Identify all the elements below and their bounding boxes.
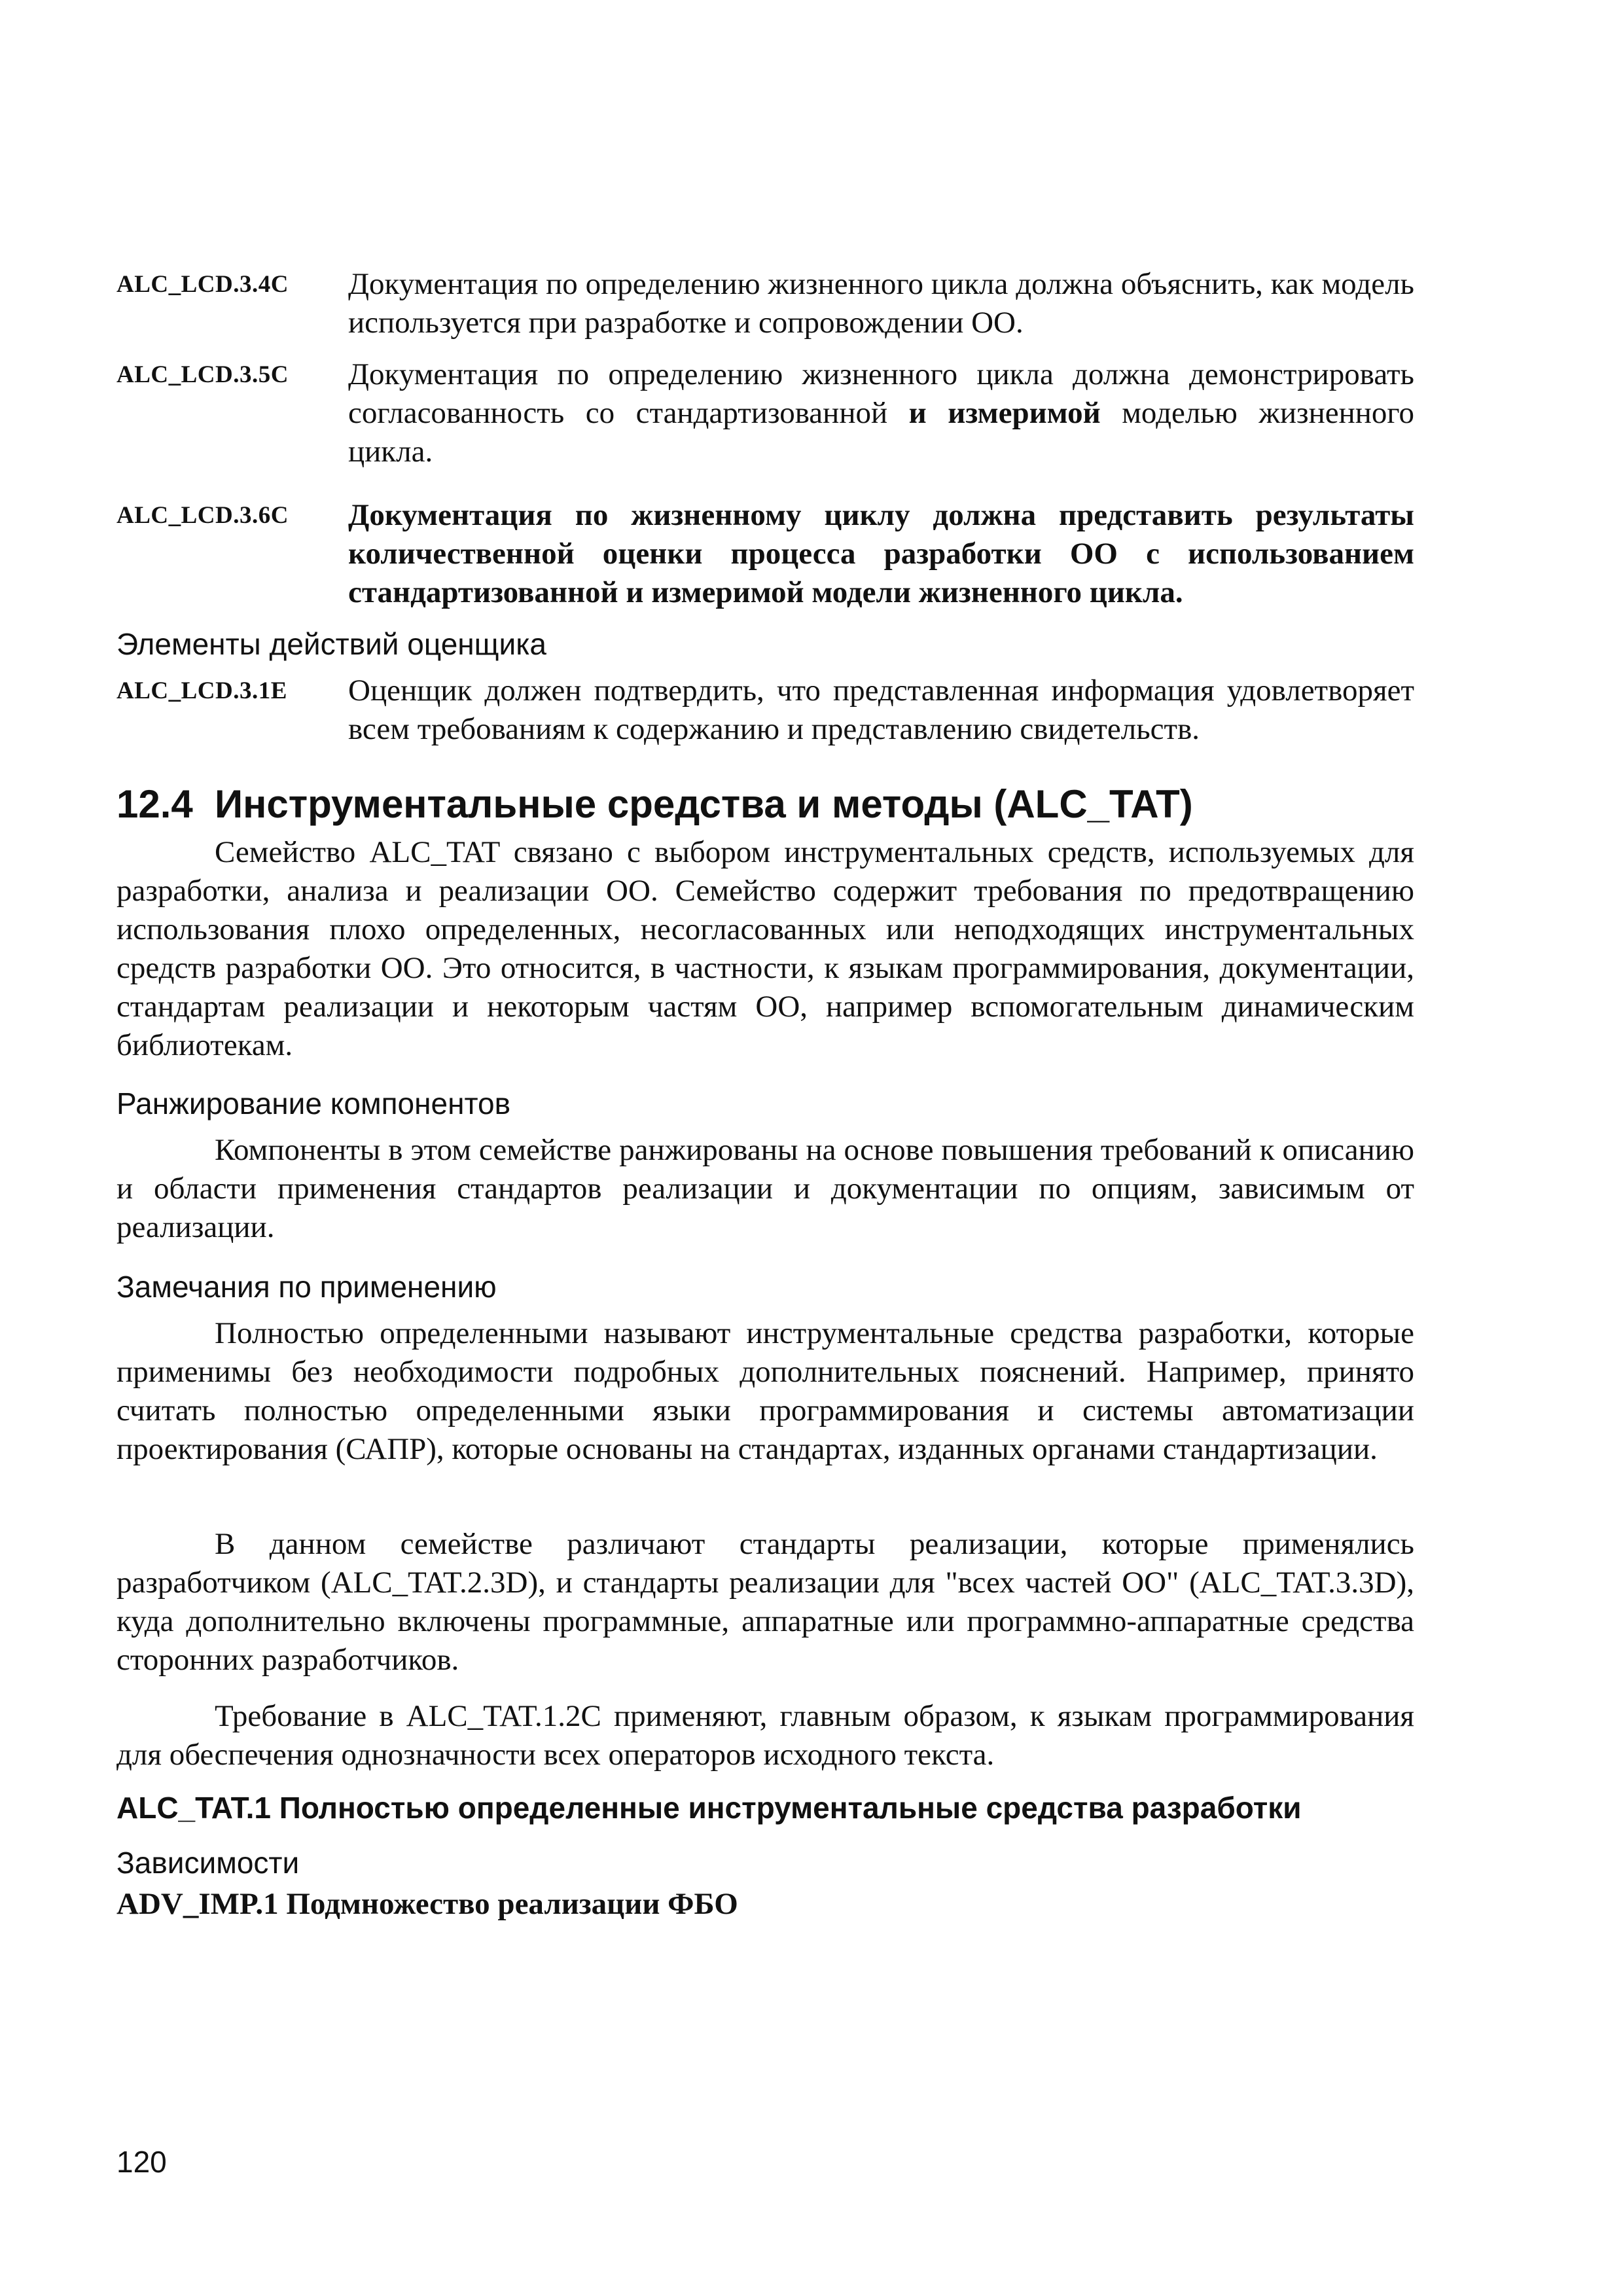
requirement-id: ALC_LCD.3.5C bbox=[116, 361, 289, 388]
requirement-id: ALC_LCD.3.1E bbox=[116, 677, 287, 704]
requirement-id: ALC_LCD.3.6C bbox=[116, 502, 289, 529]
requirement-text bbox=[348, 355, 1414, 471]
section-number: 12.4 bbox=[116, 782, 193, 826]
ranking-heading: Ранжирование компонентов bbox=[116, 1086, 511, 1121]
requirement-text: Документация по жизненному циклу должна представить результаты количественной оценки процесса разработки ОО с использованием стандартизованной и измеримой модели жизненного цикла. bbox=[348, 498, 1414, 609]
requirement-text: Документация по определению жизненного цикла должна объяснить, как модель используется при разработке и сопровождении ОО. bbox=[348, 267, 1414, 340]
requirement-text-part: моделью жизненного цикла. bbox=[348, 396, 1415, 469]
evaluator-actions-heading: Элементы действий оценщика bbox=[116, 627, 546, 661]
component-heading: ALC_TAT.1 Полностью определенные инструментальные средства разработки bbox=[116, 1791, 1302, 1825]
requirement-text: Оценщик должен подтвердить, что представленная информация удовлетворяет всем требованиям к содержанию и представлению свидетельств. bbox=[348, 673, 1414, 746]
notes-paragraph: Требование в ALC_TAT.1.2C применяют, главным образом, к языкам программирования для обеспечения однозначности всех операторов исходного текста. bbox=[116, 1699, 1414, 1772]
intro-paragraph: Семейство ALC_TAT связано с выбором инструментальных средств, используемых для разработки, анализа и реализации ОО. Семейство содержит требования по предотвращению использования плохо определенных, несогласованных или неподходящих инструментальных средств разработки ОО. Это относится, в частности, к языкам программирования, документации, стандартам реализации и некоторым частям ОО, например вспомогательным динамическим библиотекам. bbox=[116, 835, 1414, 1062]
requirement-text-part: Документация по определению жизненного цикла должна демонстрировать согласованность со стандартизованной bbox=[348, 357, 1414, 430]
dependencies-heading: Зависимости bbox=[116, 1846, 300, 1880]
requirement-text-emphasis: и измеримой bbox=[908, 396, 1101, 430]
dependency-item: ADV_IMP.1 Подмножество реализации ФБО bbox=[116, 1887, 738, 1921]
section-title: Инструментальные средства и методы (ALC_TAT) bbox=[215, 782, 1193, 826]
notes-paragraph: Полностью определенными называют инструментальные средства разработки, которые применимы без необходимости подробных дополнительных пояснений. Например, принято считать полностью определенными языки программирования и системы автоматизации проектирования (САПР), которые основаны на стандартах, изданных органами стандартизации. bbox=[116, 1316, 1414, 1466]
requirement-id: ALC_LCD.3.4C bbox=[116, 271, 289, 298]
page-number: 120 bbox=[116, 2145, 167, 2179]
application-notes-heading: Замечания по применению bbox=[116, 1270, 497, 1304]
ranking-paragraph: Компоненты в этом семействе ранжированы на основе повышения требований к описанию и области применения стандартов реализации и документации по опциям, зависимым от реализации. bbox=[116, 1133, 1414, 1244]
section-heading bbox=[116, 781, 1193, 828]
notes-paragraph: В данном семействе различают стандарты реализации, которые применялись разработчиком (ALC_TAT.2.3D), и стандарты реализации для "всех частей ОО" (ALC_TAT.3.3D), куда дополнительно включены программные, аппаратные или программно-аппаратные средства сторонних разработчиков. bbox=[116, 1527, 1414, 1677]
